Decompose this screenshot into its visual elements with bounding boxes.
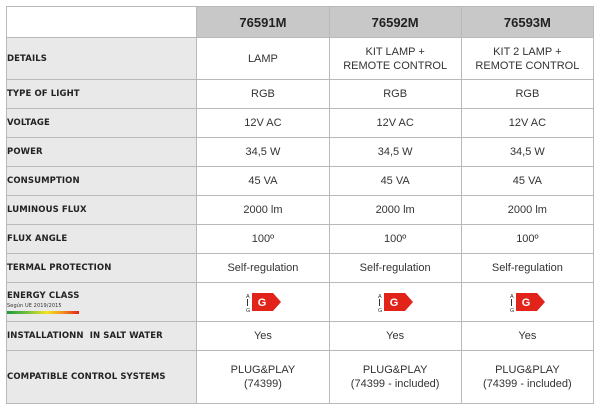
row-label: CONSUMPTION — [7, 167, 197, 196]
scale-top-letter: A — [510, 294, 515, 300]
luminous-flux-row — [7, 196, 594, 225]
consumption-row — [7, 167, 594, 196]
row-label: COMPATIBLE CONTROL SYSTEMS — [7, 351, 197, 404]
value-cell: 34,5 W — [197, 138, 329, 167]
value-cell: 12V AC — [329, 109, 461, 138]
row-label: VOLTAGE — [7, 109, 197, 138]
cell-line: PLUG&PLAY — [230, 364, 296, 376]
scale-bottom-letter: G — [378, 308, 383, 313]
value-cell: Yes — [197, 322, 329, 351]
energy-scale-bar — [7, 311, 79, 314]
rating-letter: G — [522, 297, 531, 309]
compatible-systems-row — [7, 351, 594, 404]
energy-class-row — [7, 283, 594, 322]
energy-class-label-cell — [7, 283, 197, 322]
value-cell: RGB — [197, 80, 329, 109]
value-cell: 2000 lm — [461, 196, 593, 225]
value-cell: 34,5 W — [329, 138, 461, 167]
model-header: 76593M — [461, 7, 593, 38]
rating-arrow — [516, 293, 545, 311]
value-cell: RGB — [329, 80, 461, 109]
cell-line: (74399) — [243, 378, 282, 390]
row-label: ENERGY CLASS — [7, 290, 80, 301]
rating-arrow — [384, 293, 413, 311]
compatible-cell — [197, 351, 329, 404]
energy-class-cell — [329, 283, 461, 322]
cell-line: (74399 - included) — [350, 378, 440, 390]
energy-class-cell — [197, 283, 329, 322]
energy-label-icon — [507, 291, 547, 313]
value-cell: Yes — [329, 322, 461, 351]
row-label: FLUX ANGLE — [7, 225, 197, 254]
value-cell: 2000 lm — [329, 196, 461, 225]
cell-line: KIT LAMP + — [365, 45, 425, 58]
row-label: TYPE OF LIGHT — [7, 80, 197, 109]
flux-angle-row — [7, 225, 594, 254]
value-cell: Self-regulation — [461, 254, 593, 283]
value-cell: 12V AC — [197, 109, 329, 138]
value-cell: 12V AC — [461, 109, 593, 138]
value-cell: Yes — [461, 322, 593, 351]
energy-class-sublabel: Según UE 2019/2015 — [7, 302, 62, 309]
value-cell: 45 VA — [197, 167, 329, 196]
details-cell — [329, 38, 461, 80]
scale-bottom-letter: G — [510, 308, 515, 313]
header-blank-cell — [7, 7, 197, 38]
cell-line: PLUG&PLAY — [362, 364, 428, 376]
cell-line: PLUG&PLAY — [495, 364, 560, 376]
compatible-cell — [461, 351, 593, 404]
scale-top-letter: A — [378, 294, 382, 300]
value-cell: Self-regulation — [197, 254, 329, 283]
rating-arrow — [252, 293, 281, 311]
cell-line: REMOTE CONTROL — [475, 59, 580, 72]
value-cell: 100º — [329, 225, 461, 254]
value-cell: 100º — [197, 225, 329, 254]
energy-label-icon — [243, 291, 283, 313]
row-label: DETAILS — [7, 38, 197, 80]
row-label: INSTALLATIONN IN SALT WATER — [7, 322, 197, 351]
rating-letter: G — [389, 297, 399, 309]
model-header: 76591M — [197, 7, 329, 38]
details-cell — [197, 38, 329, 80]
header-row — [7, 7, 594, 38]
value-cell: Self-regulation — [329, 254, 461, 283]
row-label: POWER — [7, 138, 197, 167]
salt-water-row — [7, 322, 594, 351]
value-cell: 34,5 W — [461, 138, 593, 167]
value-cell: 45 VA — [329, 167, 461, 196]
spec-table — [6, 6, 594, 404]
cell-line: REMOTE CONTROL — [343, 59, 448, 72]
cell-line: (74399 - included) — [483, 378, 572, 390]
power-row — [7, 138, 594, 167]
value-cell: RGB — [461, 80, 593, 109]
value-cell: 45 VA — [461, 167, 593, 196]
row-label: TERMAL PROTECTION — [7, 254, 197, 283]
type-of-light-row — [7, 80, 594, 109]
row-label: LUMINOUS FLUX — [7, 196, 197, 225]
value-cell: 100º — [461, 225, 593, 254]
scale-bottom-letter: G — [245, 308, 251, 313]
cell-line: KIT 2 LAMP + — [493, 45, 562, 58]
scale-top-letter: A — [245, 294, 250, 300]
compatible-cell — [329, 351, 461, 404]
value-cell: 2000 lm — [197, 196, 329, 225]
voltage-row — [7, 109, 594, 138]
model-header: 76592M — [329, 7, 461, 38]
details-row — [7, 38, 594, 80]
termal-protection-row — [7, 254, 594, 283]
energy-label-icon — [375, 291, 415, 313]
details-cell — [461, 38, 593, 80]
rating-letter: G — [257, 297, 267, 309]
cell-line: LAMP — [247, 52, 278, 65]
energy-class-cell — [461, 283, 593, 322]
